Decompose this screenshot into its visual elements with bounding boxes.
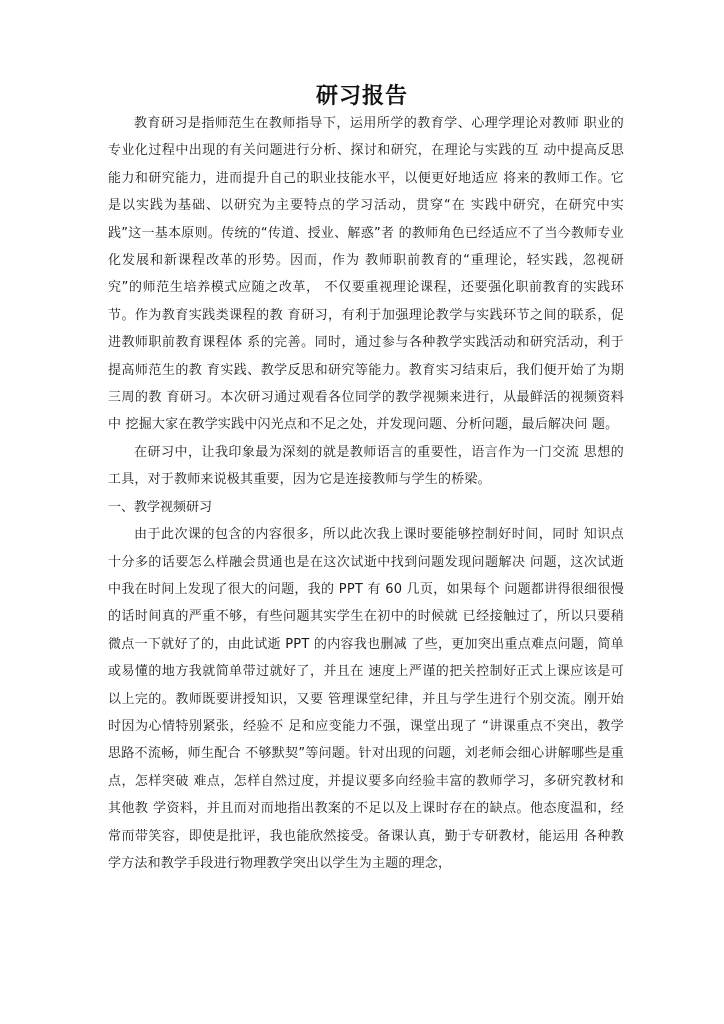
intro-paragraph: 教育研习是指师范生在教师指导下，运用所学的教育学、心理学理论对教师 职业的专业化过程中出现的有关问题进行分析、探讨和研究，在理论与实践的互 动中提高反思能力和研究能力，进而提升自己的职业技能水平，以便更好地适应 将来的教师工作。它是以实践为基础、以研究为主要特点的学习活动，贯穿“在 实践中研究，在研究中实践”这一基本原则。传统的“传道、授业、解惑”者 的教师角色已经适应不了当今教师专业化发展和新课程改革的形势。因而，作为 教师职前教育的“重理论，轻实践，忽视研究”的师范生培养模式应随之改革， 不仅要重视理论课程，还要强化职前教育的实践环节。作为教育实践类课程的教 育研习，有利于加强理论教学与实践环节之间的联系，促进教师职前教育课程体 系的完善。同时，通过参与各种教学实践活动和研究活动，利于提高师范生的教 育实践、教学反思和研究等能力。教育实习结束后，我们便开始了为期三周的教 育研习。本次研习通过观看各位同学的教学视频来进行，从最鲜活的视频资料中 挖掘大家在教学实践中闪光点和不足之处，并发现问题、分析问题，最后解决问 题。 [108, 116, 624, 433]
document-title: 研习报告 [315, 83, 408, 109]
document-body [108, 110, 624, 877]
section-heading: 一、教学视频研习 [108, 499, 213, 515]
video-study-paragraph: 由于此次课的包含的内容很多，所以此次我上课时要能够控制好时间，同时 知识点十分多的话要怎么样融会贯通也是在这次试逝中找到问题发现问题解决 问题，这次试逝中我在时间上发现了很大的问题，我的 PPT 有 60 几页，如果每个 问题都讲得很细很慢的话时间真的严重不够，有些问题其实学生在初中的时候就 已经接触过了，所以只要稍微点一下就好了的，由此试逝 PPT 的内容我也删减 了些，更加突出重点难点问题，简单或易懂的地方我就简单带过就好了，并且在 速度上严谨的把关控制好正式上课应该是可以上完的。教师既要讲授知识，又要 管理课堂纪律，并且与学生进行个别交流。刚开始时因为心情特别紧张，经验不 足和应变能力不强，课堂出现了 “讲课重点不突出，教学思路不流畅，师生配合 不够默契”等问题。针对出现的问题，刘老师会细心讲解哪些是重点，怎样突破 难点，怎样自然过度，并提议要多向经验丰富的教师学习，多研究教材和其他教 学资料，并且而对而地指出教案的不足以及上课时存在的缺点。他态度温和，经 常而带笑容，即使是批评，我也能欣然接受。备课认真，勤于专研教材，能运用 各种教学方法和教学手段进行物理教学突出以学生为主题的理念， [108, 527, 624, 871]
teacher-language-paragraph: 在研习中，让我印象最为深刻的就是教师语言的重要性，语言作为一门交流 思想的工具，对于教师来说极其重要，因为它是连接教师与学生的桥梁。 [108, 444, 624, 488]
